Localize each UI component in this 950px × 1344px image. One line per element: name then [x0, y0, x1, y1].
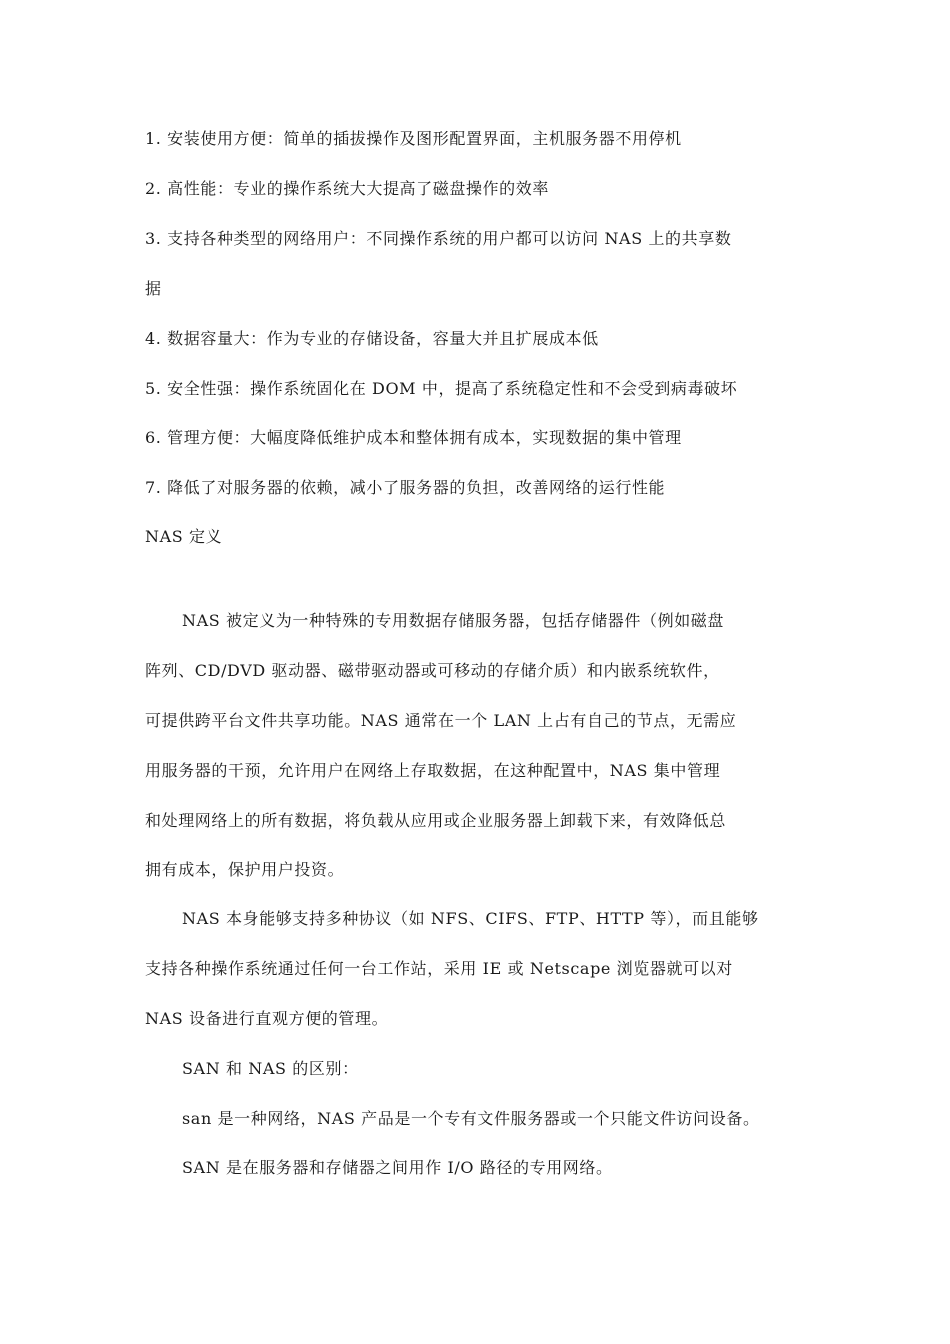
list-item-1: 1. 安装使用方便：简单的插拔操作及图形配置界面，主机服务器不用停机	[145, 129, 682, 148]
difference-line-1: san 是一种网络，NAS 产品是一个专有文件服务器或一个只能文件访问设备。	[182, 1109, 760, 1128]
paragraph-1-line-5: 和处理网络上的所有数据，将负载从应用或企业服务器上卸载下来，有效降低总	[145, 811, 727, 830]
paragraph-1-line-2: 阵列、CD/DVD 驱动器、磁带驱动器或可移动的存储介质）和内嵌系统软件，	[145, 661, 720, 680]
list-item-3: 3. 支持各种类型的网络用户：不同操作系统的用户都可以访问 NAS 上的共享数	[145, 229, 732, 248]
paragraph-2-line-1: NAS 本身能够支持多种协议（如 NFS、CIFS、FTP、HTTP 等），而且能够	[182, 909, 759, 928]
paragraph-1-line-4: 用服务器的干预，允许用户在网络上存取数据，在这种配置中，NAS 集中管理	[145, 761, 721, 780]
list-item-5: 5. 安全性强：操作系统固化在 DOM 中，提高了系统稳定性和不会受到病毒破坏	[145, 379, 738, 398]
list-item-4: 4. 数据容量大：作为专业的存储设备，容量大并且扩展成本低	[145, 329, 599, 348]
paragraph-2-line-2: 支持各种操作系统通过任何一台工作站，采用 IE 或 Netscape 浏览器就可以对	[145, 959, 733, 978]
list-item-7: 7. 降低了对服务器的依赖，减小了服务器的负担，改善网络的运行性能	[145, 478, 666, 497]
paragraph-2-line-3: NAS 设备进行直观方便的管理。	[145, 1009, 389, 1028]
san-nas-difference-heading: SAN 和 NAS 的区别：	[182, 1059, 359, 1078]
paragraph-1-line-1: NAS 被定义为一种特殊的专用数据存储服务器，包括存储器件（例如磁盘	[182, 611, 725, 630]
paragraph-1-line-3: 可提供跨平台文件共享功能。NAS 通常在一个 LAN 上占有自己的节点，无需应	[145, 711, 737, 730]
list-item-3-continued: 据	[145, 279, 162, 298]
section-heading-nas-definition: NAS 定义	[145, 527, 223, 546]
list-item-2: 2. 高性能：专业的操作系统大大提高了磁盘操作的效率	[145, 179, 549, 198]
difference-line-2: SAN 是在服务器和存储器之间用作 I/O 路径的专用网络。	[182, 1158, 613, 1177]
paragraph-1-line-6: 拥有成本，保护用户投资。	[145, 860, 345, 879]
list-item-6: 6. 管理方便：大幅度降低维护成本和整体拥有成本，实现数据的集中管理	[145, 428, 682, 447]
